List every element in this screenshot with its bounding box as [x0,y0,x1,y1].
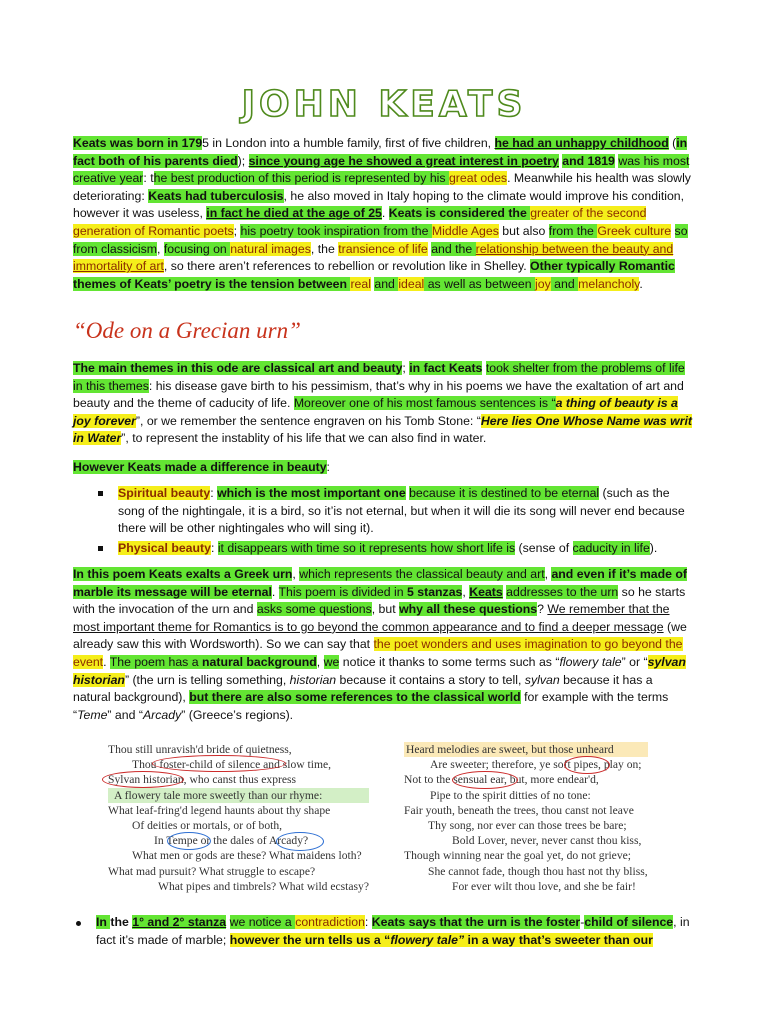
text-run: In this poem Keats exalts a Greek urn [73,567,293,581]
text-run: , so there aren’t references to rebellion or revolution like in Shelley. [163,259,531,274]
text-run: and [550,276,579,291]
text-run: , but [371,602,400,617]
text-run: the [110,915,133,929]
text-run: ode are classical art and beauty [216,361,403,375]
text-run: but also [498,223,549,238]
text-run: 5 stanzas [407,584,463,599]
poem-line: Of deities or mortals, or of both, [132,819,283,833]
list-item [73,540,693,558]
text-run: The main themes in this [73,361,217,375]
poem-line: What mad pursuit? What struggle to escape? [108,864,316,878]
text-run: because it has a natural background), [73,672,653,705]
text-run: in fact he died at the age of 25 [206,206,382,221]
text-run: , [462,584,470,599]
text-run: but there are also some references to the classical world [189,690,521,705]
poem-line: What leaf-fring'd legend haunts about thy shape [108,803,331,817]
poem-line: Are sweeter; therefore, ye soft pipes, play on; [430,758,642,772]
text-run: joy [535,276,551,291]
poem-excerpt-right [404,742,648,894]
text-run: , in fact it’s made of marble; [96,915,690,947]
beauty-difference-line [73,459,693,477]
poem-line: In Tempe or the dales of Arcady? [154,834,309,848]
text-run: ”, or we remember the sentence engraven on his Tomb Stone: “ [135,413,481,428]
text-run: because it is destined to be eternal [409,486,600,500]
text-run: flowery tale” [390,932,465,947]
beauty-list [73,485,693,559]
text-run: he had an unhappy childhood [494,136,669,150]
text-run: ” (Greece’s regions). [181,707,294,722]
text-run: ideal [398,276,425,291]
text-run: , the [310,241,339,256]
list-item-text [118,486,685,535]
poem-line: She cannot fade, though thou hast not thy bliss, [428,864,648,878]
text-run: . Meanwhile his health was slowly deteriorating: [73,171,691,203]
text-run: Teme [77,707,108,722]
poem-line: Not to the sensual ear, but, more endear'd, [404,773,599,787]
text-run: Arcady [142,707,182,722]
text-run: in a way that’s sweeter than our [464,932,653,947]
text-run: We remember that the most important theme for Romantics is to go beyond the common appearance and to find a deeper message [73,602,670,634]
text-run: transience of life [338,241,428,256]
intro-paragraph [73,135,693,293]
text-run: ; [233,223,241,238]
pen-circle-annotation [152,755,286,772]
text-run: greater of the second generation of Romantic poets [73,206,647,238]
text-run: from the [548,223,598,238]
text-run: : [326,460,330,474]
text-run: natural images [230,241,311,256]
text-run: and the [431,241,476,256]
round-bullet-icon [76,921,81,926]
text-run: sylvan historian [73,654,686,687]
pen-circle-annotation [167,832,211,850]
text-run: ; [402,361,410,375]
text-run: , he also moved in Italy hoping to the climate would improve his condition, however it was useless, [73,188,685,221]
text-run: . [639,276,643,291]
pen-circle-annotation [564,756,610,774]
text-run: historian [289,672,337,687]
text-run: as well as between [424,276,536,291]
text-run: Here lies One Whose Name was writ in Water [73,413,693,446]
text-run: was his most creative year [73,153,690,186]
text-run: flowery tale [559,654,622,669]
themes-paragraph [73,360,693,448]
text-run: and even if it’s made of marble its message will be eternal [73,567,687,599]
page-title: JOHN KEATS [241,84,527,125]
text-run: notice it thanks to some terms such as “ [339,654,560,669]
text-run: his poetry took inspiration from the [240,223,432,238]
text-run: in fact Keats [409,361,483,375]
pen-circle-annotation [276,832,324,851]
text-run: - [580,915,585,929]
text-run: focusing on [163,241,231,256]
poem-line: Thy song, nor ever can those trees be bare; [428,819,627,833]
poem-line: A flowery tale more sweetly than our rhyme: [108,788,369,803]
text-run: Physical beauty [118,540,211,555]
text-run: , [157,241,164,256]
text-run: Keats is considered the [388,206,531,221]
poem-line: For ever wilt thou love, and she be fair! [452,879,636,893]
list-item-text [73,914,693,949]
text-run: it disappears with time so it represents how short life is [217,540,516,555]
text-run: : [364,915,372,929]
square-bullet-icon [98,546,103,551]
text-run: so from classicism [73,223,688,256]
text-run: why all these questions [399,602,538,617]
text-run: a thing of beauty is a joy forever [73,396,678,428]
square-bullet-icon [98,491,103,496]
poem-line: Though winning near the goal yet, do not grieve; [404,849,631,863]
text-run: However Keats made a difference in beauty [73,460,327,474]
text-run: In [96,915,111,929]
text-run: ”, to represent the instablity of his life that we can also find in water. [121,431,487,446]
poem-line: Thou still unravish'd bride of quietness, [108,743,292,756]
poem-line: What pipes and timbrels? What wild ecstasy? [158,879,369,893]
text-run: : his disease gave birth to his pessimism, that’s why in his poems we have the exaltation of art and beauty and the theme of caducity of life. [73,378,684,411]
text-run: because it contains a story to tell, [336,672,525,687]
text-run: . [381,206,389,221]
text-run: (we already saw this with Wordsworth). So we can say that [73,619,687,652]
text-run: Keats was born in 179 [73,136,203,150]
text-run: ). [649,540,658,555]
text-run: however the urn tells us a “ [229,932,391,947]
text-run: . [103,654,110,669]
pen-circle-annotation [102,771,184,788]
text-run: and [374,276,399,291]
text-run: This poem is divided in [278,584,408,599]
text-run: Moreover one of his most famous sentences is “ [293,396,556,411]
text-run: : [210,540,218,555]
text-run: ” or “ [621,654,648,669]
analysis-paragraph [73,566,693,724]
text-run: , [292,567,300,581]
list-item [73,485,693,538]
text-run: ? [537,602,548,617]
poem-line: Heard melodies are sweet, but those unheard [404,742,648,757]
text-run: Spiritual beauty [118,486,211,500]
text-run: 1° and 2° stanza [132,915,227,929]
poem-line: What men or gods are these? What maidens loth? [132,849,362,863]
text-run: so he starts with the invocation of the urn and [73,584,686,617]
text-run: child of silence [584,915,674,929]
text-run: for example with the terms “ [73,690,669,722]
text-run: 5 in London into a humble family, first of five children, [202,136,495,150]
poem-line: Bold Lover, never, never canst thou kiss, [452,834,642,848]
text-run: natural background [202,654,317,669]
text-run: which represents the classical beauty and art [299,567,545,581]
poem-line: Thou foster-child of silence and slow time, [132,758,332,772]
text-run: (such as the song of the nightingale, it is a bird, so it’is not eternal, but when it will die its song will never end because there will be other nightingales who will sing it). [118,486,685,536]
text-run: ” (the urn is telling something, [124,672,290,687]
text-run: Keats had tuberculosis [148,188,284,203]
text-run: the poet wonders and uses imagination to go beyond the event [73,637,683,669]
text-run: contradiction [295,915,365,929]
text-run: The poem has a [109,654,202,669]
text-run: (sense of [515,540,573,555]
text-run: Greek culture [597,223,672,238]
text-run: in fact both of his parents died [73,136,688,168]
text-run: ( [668,136,677,150]
pen-circle-annotation [452,771,518,789]
text-run: , [316,654,324,669]
list-item-text [118,541,657,555]
poem-line: Pipe to the spirit ditties of no tone: [430,788,591,802]
text-run: : t [143,171,154,186]
poem-line: Sylvan historian, who canst thus express [108,773,297,787]
text-run: Other typically Romantic themes of Keats’ poetry is the tension between [73,259,675,291]
text-run: Keats says that the urn is the foster [371,915,581,929]
text-run: caducity in life [572,540,650,555]
text-run: asks some questions [256,602,372,617]
text-run: great odes [448,171,508,186]
text-run: we notice a [229,915,296,929]
text-run: he best production of this period is represented by his [153,171,449,186]
text-run: took shelter from the problems of life in this themes [73,361,685,393]
text-run: Keats [469,584,503,599]
text-run: ” and “ [107,707,143,722]
text-run: we [323,654,340,669]
section-heading: “Ode on a Grecian urn” [73,318,301,343]
poem-line: Fair youth, beneath the trees, thou canst not leave [404,803,634,817]
text-run: since young age he showed a great interest in poetry [248,153,559,168]
final-bullet [73,914,693,949]
text-run: sylvan [524,672,560,687]
text-run: which is the most important one [217,486,406,500]
text-run: real [350,276,371,291]
text-run: addresses to the urn [506,584,619,599]
text-run: and 1819 [562,153,615,168]
text-run: . [271,584,279,599]
text-run: ); [237,153,249,168]
text-run: Middle Ages [431,223,499,238]
text-run: : [210,486,218,500]
text-run: , [544,567,552,581]
text-run: relationship between the beauty and immortality of art [73,241,674,274]
text-run: melancholy [578,276,640,291]
